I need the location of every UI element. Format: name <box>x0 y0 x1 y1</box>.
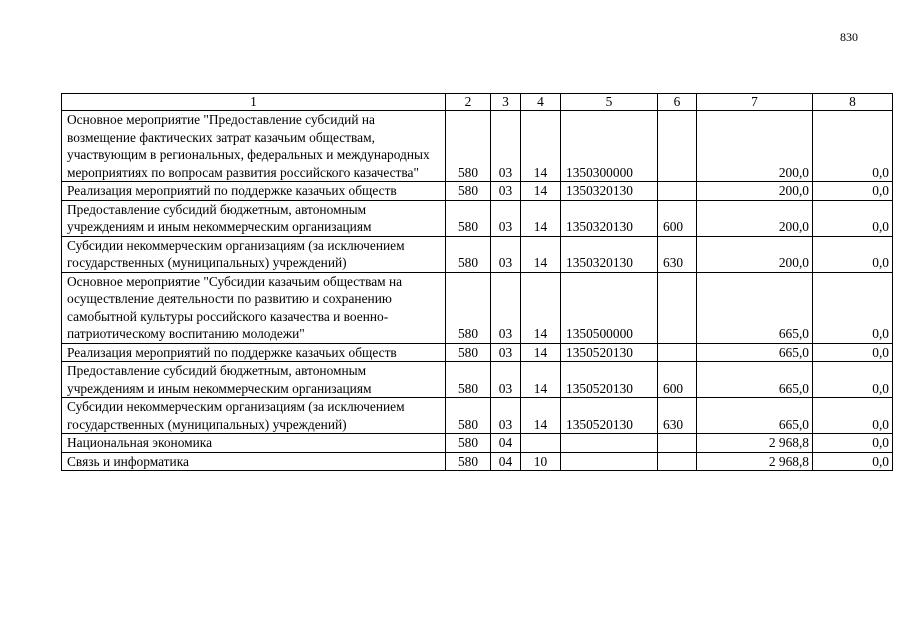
row-name: Основное мероприятие "Субсидии казачьим обществам на осуществление деятельности по развитию и сохранению самобытной культуры российского казачества и военно-патриотическому воспитанию молодежи" <box>62 272 446 343</box>
cell-c6: 600 <box>658 362 697 398</box>
column-header: 5 <box>561 94 658 111</box>
row-name: Реализация мероприятий по поддержке казачьих обществ <box>62 343 446 362</box>
cell-c4: 14 <box>521 343 561 362</box>
cell-c7: 200,0 <box>697 182 813 201</box>
cell-c8: 0,0 <box>813 398 893 434</box>
row-name: Национальная экономика <box>62 434 446 453</box>
cell-c3: 03 <box>491 272 521 343</box>
cell-c3: 03 <box>491 236 521 272</box>
row-name: Основное мероприятие "Предоставление субсидий на возмещение фактических затрат казачьим обществам, участвующим в региональных, федеральных и международных мероприятиях по вопросам развития российского казачества" <box>62 111 446 182</box>
cell-c2: 580 <box>446 182 491 201</box>
budget-table <box>61 93 893 471</box>
cell-c6 <box>658 452 697 471</box>
table-row <box>62 452 893 471</box>
cell-c2: 580 <box>446 434 491 453</box>
row-name: Субсидии некоммерческим организациям (за исключением государственных (муниципальных) учреждений) <box>62 236 446 272</box>
table-row <box>62 343 893 362</box>
table-row <box>62 398 893 434</box>
table-row <box>62 434 893 453</box>
table-row <box>62 111 893 182</box>
cell-c6 <box>658 434 697 453</box>
cell-c7: 665,0 <box>697 272 813 343</box>
cell-c5: 1350500000 <box>561 272 658 343</box>
cell-c2: 580 <box>446 111 491 182</box>
row-name: Предоставление субсидий бюджетным, автономным учреждениям и иным некоммерческим организациям <box>62 362 446 398</box>
cell-c5: 1350520130 <box>561 398 658 434</box>
cell-c8: 0,0 <box>813 362 893 398</box>
column-header: 8 <box>813 94 893 111</box>
column-header: 2 <box>446 94 491 111</box>
table-row <box>62 182 893 201</box>
cell-c3: 03 <box>491 362 521 398</box>
column-header: 6 <box>658 94 697 111</box>
page-number: 830 <box>840 30 858 44</box>
cell-c5: 1350300000 <box>561 111 658 182</box>
cell-c4: 14 <box>521 182 561 201</box>
cell-c3: 03 <box>491 200 521 236</box>
cell-c2: 580 <box>446 452 491 471</box>
cell-c4: 14 <box>521 236 561 272</box>
column-header: 7 <box>697 94 813 111</box>
cell-c8: 0,0 <box>813 343 893 362</box>
cell-c7: 665,0 <box>697 362 813 398</box>
row-name: Реализация мероприятий по поддержке казачьих обществ <box>62 182 446 201</box>
column-header: 3 <box>491 94 521 111</box>
cell-c2: 580 <box>446 200 491 236</box>
cell-c7: 2 968,8 <box>697 452 813 471</box>
cell-c2: 580 <box>446 272 491 343</box>
cell-c2: 580 <box>446 362 491 398</box>
cell-c7: 200,0 <box>697 236 813 272</box>
cell-c3: 03 <box>491 182 521 201</box>
table-header-row <box>62 94 893 111</box>
cell-c4 <box>521 434 561 453</box>
cell-c5: 1350320130 <box>561 200 658 236</box>
cell-c8: 0,0 <box>813 111 893 182</box>
cell-c3: 03 <box>491 343 521 362</box>
cell-c4: 14 <box>521 362 561 398</box>
cell-c5: 1350520130 <box>561 343 658 362</box>
table-row <box>62 272 893 343</box>
cell-c8: 0,0 <box>813 272 893 343</box>
cell-c5: 1350320130 <box>561 182 658 201</box>
cell-c4: 14 <box>521 111 561 182</box>
cell-c4: 14 <box>521 398 561 434</box>
cell-c3: 04 <box>491 434 521 453</box>
cell-c2: 580 <box>446 398 491 434</box>
cell-c7: 665,0 <box>697 398 813 434</box>
cell-c6: 600 <box>658 200 697 236</box>
cell-c5 <box>561 452 658 471</box>
cell-c7: 2 968,8 <box>697 434 813 453</box>
cell-c8: 0,0 <box>813 182 893 201</box>
table-row <box>62 362 893 398</box>
cell-c5: 1350520130 <box>561 362 658 398</box>
table-row <box>62 236 893 272</box>
cell-c3: 04 <box>491 452 521 471</box>
cell-c8: 0,0 <box>813 452 893 471</box>
cell-c2: 580 <box>446 343 491 362</box>
cell-c4: 14 <box>521 272 561 343</box>
cell-c8: 0,0 <box>813 236 893 272</box>
table-row <box>62 200 893 236</box>
cell-c5 <box>561 434 658 453</box>
cell-c6 <box>658 343 697 362</box>
cell-c2: 580 <box>446 236 491 272</box>
cell-c3: 03 <box>491 111 521 182</box>
cell-c6 <box>658 182 697 201</box>
column-header: 4 <box>521 94 561 111</box>
cell-c7: 200,0 <box>697 200 813 236</box>
cell-c6 <box>658 111 697 182</box>
cell-c7: 665,0 <box>697 343 813 362</box>
cell-c8: 0,0 <box>813 434 893 453</box>
cell-c4: 10 <box>521 452 561 471</box>
cell-c7: 200,0 <box>697 111 813 182</box>
row-name: Субсидии некоммерческим организациям (за исключением государственных (муниципальных) учреждений) <box>62 398 446 434</box>
row-name: Связь и информатика <box>62 452 446 471</box>
cell-c6 <box>658 272 697 343</box>
cell-c6: 630 <box>658 236 697 272</box>
cell-c4: 14 <box>521 200 561 236</box>
column-header: 1 <box>62 94 446 111</box>
cell-c6: 630 <box>658 398 697 434</box>
row-name: Предоставление субсидий бюджетным, автономным учреждениям и иным некоммерческим организациям <box>62 200 446 236</box>
cell-c3: 03 <box>491 398 521 434</box>
cell-c8: 0,0 <box>813 200 893 236</box>
cell-c5: 1350320130 <box>561 236 658 272</box>
